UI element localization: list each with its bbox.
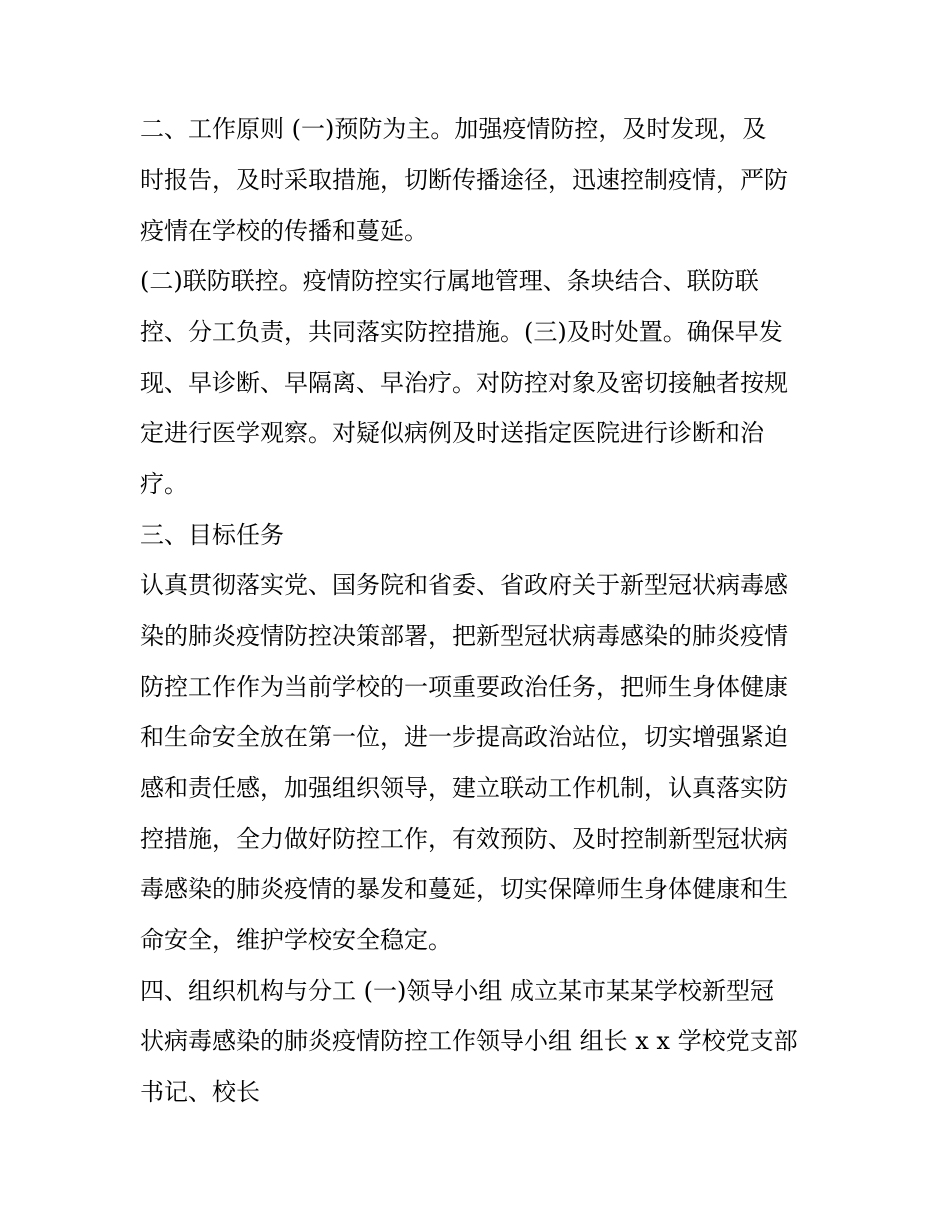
section-heading: 三、目标任务 — [140, 521, 284, 549]
text-line: 二、工作原则 (一)预防为主。加强疫情防控，及时发现，及 — [140, 115, 767, 143]
text-line: 防控工作作为当前学校的一项重要政治任务，把师生身体健康 — [140, 673, 788, 701]
text-line: 和生命安全放在第一位，进一步提高政治站位，切实增强紧迫 — [140, 723, 788, 751]
text-line: 命安全，维护学校安全稳定。 — [140, 926, 452, 954]
text-line: 时报告，及时采取措施，切断传播途径，迅速控制疫情，严防 — [140, 166, 788, 194]
text-line: 疫情在学校的传播和蔓延。 — [140, 217, 428, 245]
text-line: 控、分工负责，共同落实防控措施。(三)及时处置。确保早发 — [140, 318, 783, 346]
text-line: 定进行医学观察。对疑似病例及时送指定医院进行诊断和治 — [140, 419, 764, 447]
text-line: 毒感染的肺炎疫情的暴发和蔓延，切实保障师生身体健康和生 — [140, 875, 788, 903]
text-line: 控措施，全力做好防控工作，有效预防、及时控制新型冠状病 — [140, 825, 788, 853]
text-line: 书记、校长 — [140, 1078, 260, 1106]
text-line: 感和责任感，加强组织领导，建立联动工作机制，认真落实防 — [140, 774, 788, 802]
text-line: 现、早诊断、早隔离、早治疗。对防控对象及密切接触者按规 — [140, 369, 788, 397]
text-line: (二)联防联控。疫情防控实行属地管理、条块结合、联防联 — [140, 267, 759, 295]
text-line: 疗。 — [140, 470, 188, 498]
text-line: 染的肺炎疫情防控决策部署，把新型冠状病毒感染的肺炎疫情 — [140, 622, 788, 650]
text-line: 认真贯彻落实党、国务院和省委、省政府关于新型冠状病毒感 — [140, 571, 788, 599]
text-line: 状病毒感染的肺炎疫情防控工作领导小组 组长 x x 学校党支部 — [140, 1027, 798, 1055]
text-line: 四、组织机构与分工 (一)领导小组 成立某市某某学校新型冠 — [140, 977, 774, 1005]
